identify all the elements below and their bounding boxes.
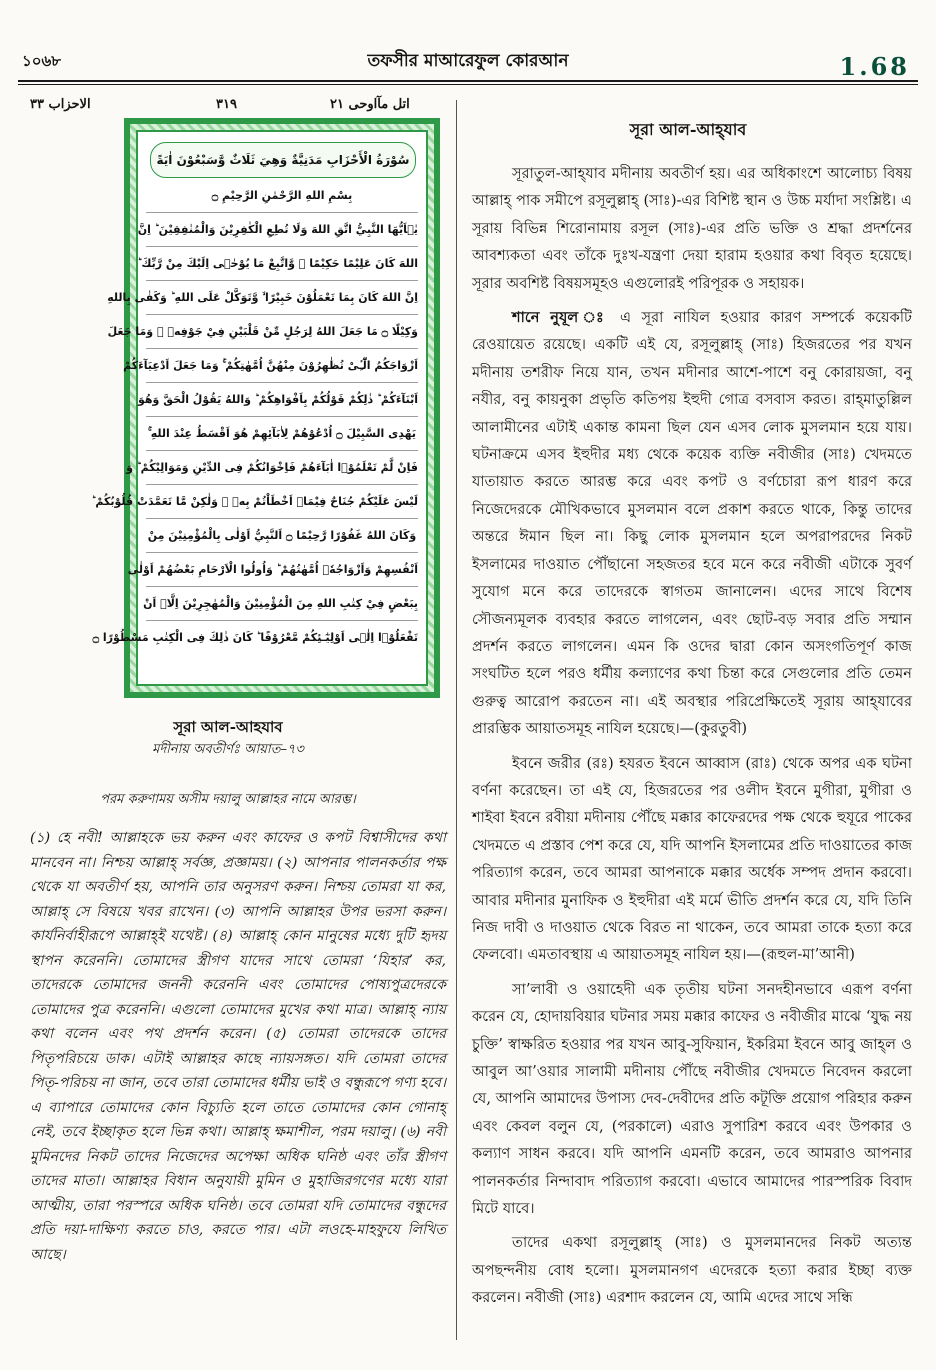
commentary-body bbox=[472, 160, 912, 1319]
quran-line: فَاِنْ لَّمْ تَعْلَمُوْۤا اٰبَآءَهُمْ فَاِخْوَانُكُمْ فِى الدِّيْنِ وَمَوَالِيْكُمْ ؕ وَ bbox=[146, 452, 418, 485]
commentary-paragraph: সূরাতুল-আহ্‌যাব মদীনায় অবতীর্ণ হয়। এর অধিকাংশে আলোচ্য বিষয় আল্লাহ্‌ পাক সমীপে রসূলুল্লাহ্‌ (সাঃ)-এর বিশিষ্ট স্থান ও উচ্চ মর্যাদা সংশ্লিষ্ট। এ সূরায় বিভিন্ন শিরোনামায় রসূল (সাঃ)-এর প্রতি ভক্তি ও শ্রদ্ধা প্রদর্শনের আবশ্যকতা এবং তাঁকে দুঃখ-যন্ত্রণা দেয়া হারাম হওয়ার কথা বিবৃত হয়েছে। সূরার অবশিষ্ট বিষয়সমূহও এগুলোরই পরিপূরক ও সহায়ক। bbox=[472, 165, 912, 292]
header-rule-thin bbox=[18, 84, 918, 85]
quran-line: تَفْعَلُوْۤا اِلٰۤى اَوْلِيٰٓـئِكُمْ مَّعْرُوْفًا ؕ كَانَ ذٰلِكَ فِى الْكِتٰبِ مَسْطُوْرًا ۝ bbox=[92, 631, 418, 644]
quran-line: وَكَانَ اللهُ غَفُوْرًا رَّحِيْمًا ۝ اَلنَّبِيُّ اَوْلٰى بِالْمُؤْمِنِيْنَ مِنْ bbox=[146, 520, 418, 553]
quran-line: بِسْمِ اللهِ الرَّحْمٰنِ الرَّحِيْمِ ۝ bbox=[146, 180, 418, 213]
column-divider bbox=[456, 100, 457, 1340]
quran-surah-ref: الاحزاب ٣٣ bbox=[30, 97, 91, 112]
page-number-right: 1.68 bbox=[839, 52, 910, 81]
quran-line: اَزْوَاجَكُمُ الّٰٓـِٔىْ تُظٰهِرُوْنَ مِنْهُنَّ اُمَّهٰتِكُمْ ۚ وَمَا جَعَلَ اَدْعِيَآءَكُمْ bbox=[146, 350, 418, 383]
header-rule bbox=[18, 80, 918, 82]
commentary-paragraph-text: এ সূরা নাযিল হওয়ার কারণ সম্পর্কে কয়েকটি রেওয়ায়েত রয়েছে। একটি এই যে, রসূলুল্লাহ্‌ (সাঃ) হিজরতের পর যখন মদীনায় তশরীফ নিয়ে যান, তখন মদীনার আশে-পাশে বনু কোরায়জা, বনু নযীর, বনু কায়নুকা প্রভৃতি কতিপয় ইহুদী গোত্র বসবাস করত। রাহ্‌মাতুল্লিল আলামীনের এটাই একান্ত কামনা ছিল যেন এসব লোক মুসলমান হয়ে যায়। ঘটনাক্রমে এসব ইহুদীর মধ্য থেকে কয়েক ব্যক্তি নবীজীর (সাঃ) খেদমতে যাতায়াত করতে আরম্ভ করে এবং কপট ও বর্ণচোরা রূপ ধারণ করে নিজেদেরকে মৌখিকভাবে মুসলমান বলে প্রকাশ করতে থাকে, কিন্তু তাদের অন্তরে ঈমান ছিল না। কিছু লোক মুসলমান হলে অপরাপরদের নিকট ইসলামের দাওয়াত পৌঁছানো সহজতর হবে মনে করে নবীজী এটাকে সুবর্ণ সুযোগ মনে করে তাদেরকে স্বাগতম জানালেন। এদের সাথে বিশেষ সৌজন্যমূলক ব্যবহার করতে লাগলেন, এবং ছোট-বড় সবার প্রতি সম্মান প্রদর্শন করতে লাগলেন। এমন কি ওদের দ্বারা কোন অসংগতিপূর্ণ কাজ সংঘটিত হলে পরও ধর্মীয় কল্যাণের কথা চিন্তা করে সেগুলোর প্রতি তেমন গুরুত্ব আরোপ করতেন না। এই অবস্থার পরিপ্রেক্ষিতেই সূরায় আহ্‌যাবের প্রারম্ভিক আয়াতসমূহ নাযিল হয়েছে।—(কুরতুবী) bbox=[472, 309, 913, 738]
commentary-paragraph: তাদের একথা রসূলুল্লাহ্‌ (সাঃ) ও মুসলমানদের নিকট অত্যন্ত অপছন্দনীয় বোধ হলো। মুসলমানগণ এদেরকে হত্যা করার ইচ্ছা ব্যক্ত করলেন। নবীজী (সাঃ) এরশাদ করলেন যে, আমি এদের সাথে সন্ধি bbox=[472, 1234, 912, 1307]
quran-page-number: ٣١٩ bbox=[216, 97, 237, 112]
quran-line: اَنْفُسِهِمْ وَاَزْوَاجُهٗۤ اُمَّهٰتُهُمْ ؕ وَاُولُوا الْاَرْحَامِ بَعْضُهُمْ اَوْلٰى bbox=[146, 554, 418, 587]
commentary-title: সূরা আল-আহ্‌যাব bbox=[629, 120, 747, 139]
quran-line: لَيْسَ عَلَيْكُمْ جُنَاحٌ فِيْمَاۤ اَخْطَاْتُمْ بِهٖ ۙ وَلٰكِنْ مَّا تَعَمَّدَتْ قُلُوْبُكُمْ ؕ bbox=[146, 486, 418, 519]
quran-line: وَكِيْلًا ۝ مَا جَعَلَ اللهُ لِرَجُلٍ مِّنْ قَلْبَيْنِ فِيْ جَوْفِهٖ ۚ وَمَا جَعَلَ bbox=[146, 316, 418, 349]
quran-line: اللهَ كَانَ عَلِيْمًا حَكِيْمًا ۙ وَّاتَّبِعْ مَا يُوْحٰۤى اِلَيْكَ مِنْ رَّبِّكَ ؕ bbox=[146, 248, 418, 281]
quran-surah-banner: سُوْرَةُ الْأَحْزَابِ مَدَنِيَّةٌ وَهِيَ ثَلَاثٌ وَّسَبْعُوْنَ اٰيَةً bbox=[150, 142, 416, 178]
running-title: তফসীর মাআরেফুল কোরআন bbox=[367, 51, 569, 71]
commentary-paragraph-lead: শানে নুযূল ঃ bbox=[512, 309, 610, 327]
surah-subtitle: মদীনায় অবতীর্ণঃ আয়াত–৭৩ bbox=[152, 742, 304, 757]
quran-line: اِنَّ اللهَ كَانَ بِمَا تَعْمَلُوْنَ خَبِيْرًا ۙ وَّتَوَكَّلْ عَلَى اللهِ ؕ وَكَفٰى بِاللهِ bbox=[146, 282, 418, 315]
page-number-left: ১০৬৮ bbox=[22, 52, 61, 70]
translation-text: (১) হে নবী! আল্লাহকে ভয় করুন এবং কাফের ও কপট বিশ্বাসীদের কথা মানবেন না। নিশ্চয় আল্লাহ্‌ সর্বজ্ঞ, প্রজ্ঞাময়। (২) আপনার পালনকর্তার পক্ষ থেকে যা অবতীর্ণ হয়, আপনি তার অনুসরণ করুন। নিশ্চয় তোমরা যা কর, আল্লাহ্‌ সে বিষয়ে খবর রাখেন। (৩) আপনি আল্লাহর উপর ভরসা করুন। কার্যনির্বাহীরূপে আল্লাহ্‌ই যথেষ্ট। (৪) আল্লাহ্‌ কোন মানুষের মধ্যে দুটি হৃদয় স্থাপন করেননি। তোমাদের স্ত্রীগণ যাদের সাথে তোমরা ‘যিহার’ কর, তাদেরকে তোমাদের জননী করেননি এবং তোমাদের পোষ্যপুত্রদেরকে তোমাদের পুত্র করেননি। এগুলো তোমাদের মুখের কথা মাত্র। আল্লাহ্‌ ন্যায় কথা বলেন এবং পথ প্রদর্শন করেন। (৫) তোমরা তাদেরকে তাদের পিতৃপরিচয়ে ডাক। এটাই আল্লাহর কাছে ন্যায়সঙ্গত। যদি তোমরা তাদের পিতৃ-পরিচয় না জান, তবে তারা তোমাদের ধর্মীয় ভাই ও বন্ধুরূপে গণ্য হবে। এ ব্যাপারে তোমাদের কোন বিচ্যুতি হলে তাতে তোমাদের কোন গোনাহ্‌ নেই, তবে ইচ্ছাকৃত হলে ভিন্ন কথা। আল্লাহ্‌ ক্ষমাশীল, পরম দয়ালু। (৬) নবী মুমিনদের নিকট তাদের নিজেদের অপেক্ষা অধিক ঘনিষ্ঠ এবং তাঁর স্ত্রীগণ তাদের মাতা। আল্লাহর বিধান অনুযায়ী মুমিন ও মুহাজিরগণের মধ্যে যারা আত্মীয়, তারা পরস্পরে অধিক ঘনিষ্ঠ। তবে তোমরা যদি তোমাদের বন্ধুদের প্রতি দয়া-দাক্ষিণ্য করতে চাও, করতে পার। এটা লওহে-মাহফুযে লিখিত আছে। bbox=[30, 830, 446, 1263]
surah-title: সূরা আল-আহযাব bbox=[173, 718, 283, 736]
quran-line: يَهْدِى السَّبِيْلَ ۝ اُدْعُوْهُمْ لِاٰبَآئِهِمْ هُوَ اَقْسَطُ عِنْدَ اللهِ ۚ bbox=[146, 418, 418, 451]
commentary-paragraph: ইবনে জরীর (রঃ) হযরত ইবনে আব্বাস (রাঃ) থেকে অপর এক ঘটনা বর্ণনা করেছেন। তা এই যে, হিজরতের পর ওলীদ ইবনে মুগীরা, মুগীরা ও শাইবা ইবনে রবীয়া মদীনায় পৌঁছে মক্কার কাফেরদের পক্ষ থেকে হুযূরে পাকের খেদমতে এ প্রস্তাব পেশ করে যে, যদি আপনি ইসলামের প্রতি দাওয়াতের কাজ পরিত্যাগ করেন, তবে আমরা আপনাকে মক্কার অর্ধেক সম্পদ প্রদান করবো। আবার মদীনার মুনাফিক ও ইহুদীরা এই মর্মে ভীতি প্রদর্শন করে যে, যদি তিনি নিজ দাবী ও দাওয়াত থেকে বিরত না থাকেন, তবে আমরা তাকে হত্যা করে ফেলবো। এমতাবস্থায় এ আয়াতসমূহ নাযিল হয়।—(রূহুল-মা’আনী) bbox=[472, 754, 912, 964]
quran-line: يٰۤاَيُّهَا النَّبِيُّ اتَّقِ اللهَ وَلَا تُطِعِ الْكٰفِرِيْنَ وَالْمُنٰفِقِيْنَ ؕ اِنَّ bbox=[146, 214, 418, 247]
commentary-paragraph: সা’লাবী ও ওয়াহেদী এক তৃতীয় ঘটনা সনদহীনভাবে এরূপ বর্ণনা করেন যে, হোদায়বিয়ার ঘটনার সময় মক্কার কাফের ও নবীজীর মাঝে ‘যুদ্ধ নয় চুক্তি’ স্বাক্ষরিত হওয়ার পর যখন আবু-সুফিয়ান, ইকরিমা ইবনে আবু জাহ্‌ল ও আবুল আ’ওয়ার সালামী মদীনায় পৌঁছে নবীজীর খেদমতে নিবেদন করলো যে, আপনি আমাদের উপাস্য দেব-দেবীদের প্রতি কটূক্তি প্রয়োগ পরিহার করুন এবং কেবল বলুন যে, (পরকালে) এরাও সুপারিশ করবে এবং উপকার ও কল্যাণ সাধন করবে। যদি আপনি এমনটি করেন, তবে আমরাও আপনার পালনকর্তার নিন্দাবাদ পরিত্যাগ করবো। এভাবে আমাদের পারস্পরিক বিবাদ মিটে যাবে। bbox=[472, 980, 912, 1218]
quran-line: بِبَعْضٍ فِيْ كِتٰبِ اللهِ مِنَ الْمُؤْمِنِيْنَ وَالْمُهٰجِرِيْنَ اِلَّاۤ اَنْ bbox=[146, 588, 418, 621]
commentary-paragraph bbox=[472, 304, 912, 743]
bismillah-translation: পরম করুণাময় অসীম দয়ালু আল্লাহর নামে আরম্ভ। bbox=[100, 792, 356, 807]
quran-line: اَبْنَآءَكُمْ ؕ ذٰلِكُمْ قَوْلُكُمْ بِاَفْوَاهِكُمْ ؕ وَاللهُ يَقُوْلُ الْحَقَّ وَهُوَ bbox=[146, 384, 418, 417]
quran-para-ref: اتل مآاوحی ٢١ bbox=[330, 97, 410, 112]
